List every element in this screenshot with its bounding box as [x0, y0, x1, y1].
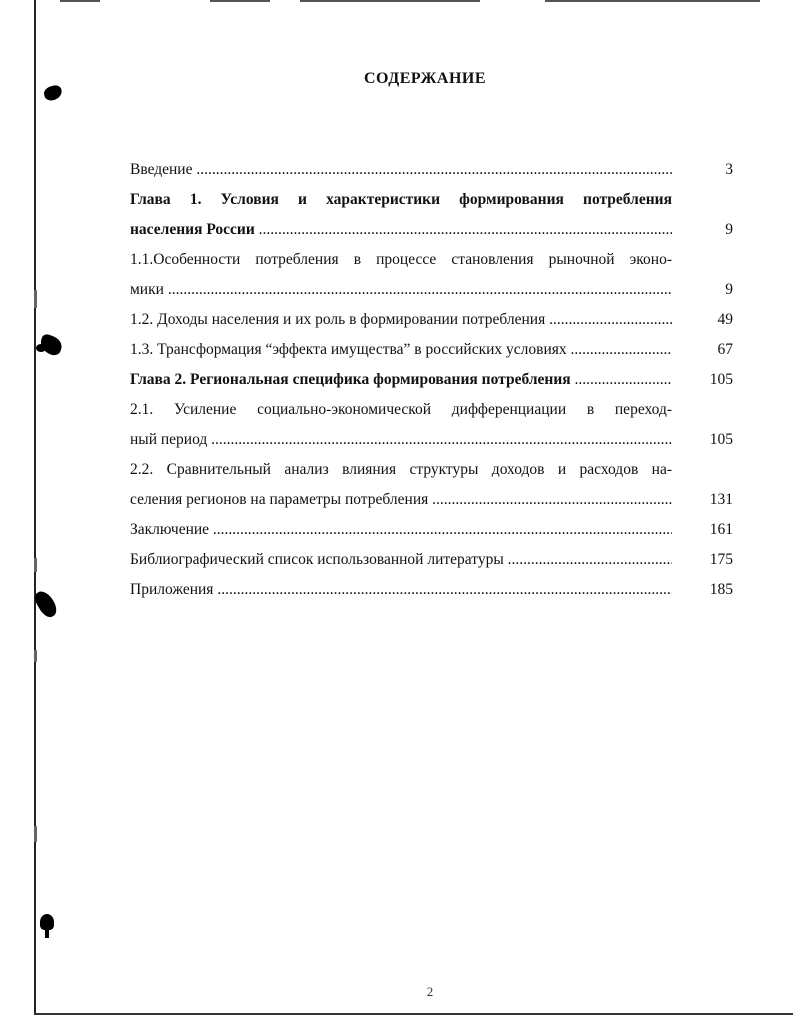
scan-edge-top [545, 0, 760, 2]
toc-entry-page: 131 [709, 491, 733, 508]
page-number: 2 [426, 984, 434, 999]
scan-tick [34, 650, 37, 662]
toc-entry-title: Глава 2. Региональная специфика формирования потребления ..... [130, 365, 672, 395]
toc-entry [130, 395, 733, 425]
toc-entry [130, 335, 733, 365]
toc-entry-title: селения регионов на параметры потребления ..... [130, 485, 672, 515]
scan-edge-top [210, 0, 270, 2]
scan-edge-top [300, 0, 480, 2]
toc-entry [130, 275, 733, 305]
toc-entry-page: 9 [725, 281, 733, 298]
toc-entry [130, 455, 733, 485]
table-of-contents [130, 155, 733, 605]
scan-edge-left [34, 0, 36, 1015]
toc-entry-title: 2.1. Усиление социально-экономической дифференциации в переход- [130, 401, 672, 418]
toc-entry-page: 9 [725, 221, 733, 238]
toc-entry-page: 161 [709, 521, 733, 538]
toc-entry-title: Приложения ..... [130, 575, 672, 605]
scan-edge-bottom [34, 1013, 793, 1015]
toc-entry-page: 3 [725, 161, 733, 178]
toc-entry-page: 105 [709, 431, 733, 448]
toc-entry [130, 545, 733, 575]
toc-entry [130, 365, 733, 395]
toc-entry [130, 305, 733, 335]
toc-entry-title: Глава 1. Условия и характеристики формирования потребления [130, 191, 672, 208]
scan-tick [34, 826, 37, 842]
toc-entry-title: Библиографический список использованной литературы ..... [130, 545, 672, 575]
toc-entry [130, 245, 733, 275]
toc-entry [130, 215, 733, 245]
toc-entry-page: 175 [709, 551, 733, 568]
toc-entry-title: населения России ..... [130, 215, 672, 245]
scan-tick [34, 290, 37, 308]
toc-entry [130, 485, 733, 515]
toc-entry-page: 49 [717, 311, 733, 328]
toc-entry-title: мики ..... [130, 275, 672, 305]
page-title: СОДЕРЖАНИЕ [363, 70, 487, 87]
toc-entry [130, 185, 733, 215]
punch-hole-mark [45, 926, 49, 938]
toc-entry-title: 1.2. Доходы населения и их роль в формировании потребления ..... [130, 305, 672, 335]
scan-tick [34, 558, 37, 572]
scan-edge-top [60, 0, 100, 2]
toc-entry-title: 1.1.Особенности потребления в процессе становления рыночной эконо- [130, 251, 672, 268]
toc-entry-page: 67 [717, 341, 733, 358]
toc-entry-page: 105 [709, 371, 733, 388]
toc-entry-title: Заключение ..... [130, 515, 672, 545]
toc-entry-title: 2.2. Сравнительный анализ влияния структуры доходов и расходов на- [130, 461, 672, 478]
toc-entry [130, 515, 733, 545]
toc-entry [130, 425, 733, 455]
punch-hole-mark [36, 344, 46, 352]
toc-entry [130, 155, 733, 185]
punch-hole-mark [32, 588, 60, 620]
toc-entry-title: 1.3. Трансформация “эффекта имущества” в российских условиях ..... [130, 335, 672, 365]
toc-entry [130, 575, 733, 605]
toc-entry-title: ный период ..... [130, 425, 672, 455]
toc-entry-page: 185 [709, 581, 733, 598]
toc-entry-title: Введение ..... [130, 155, 672, 185]
